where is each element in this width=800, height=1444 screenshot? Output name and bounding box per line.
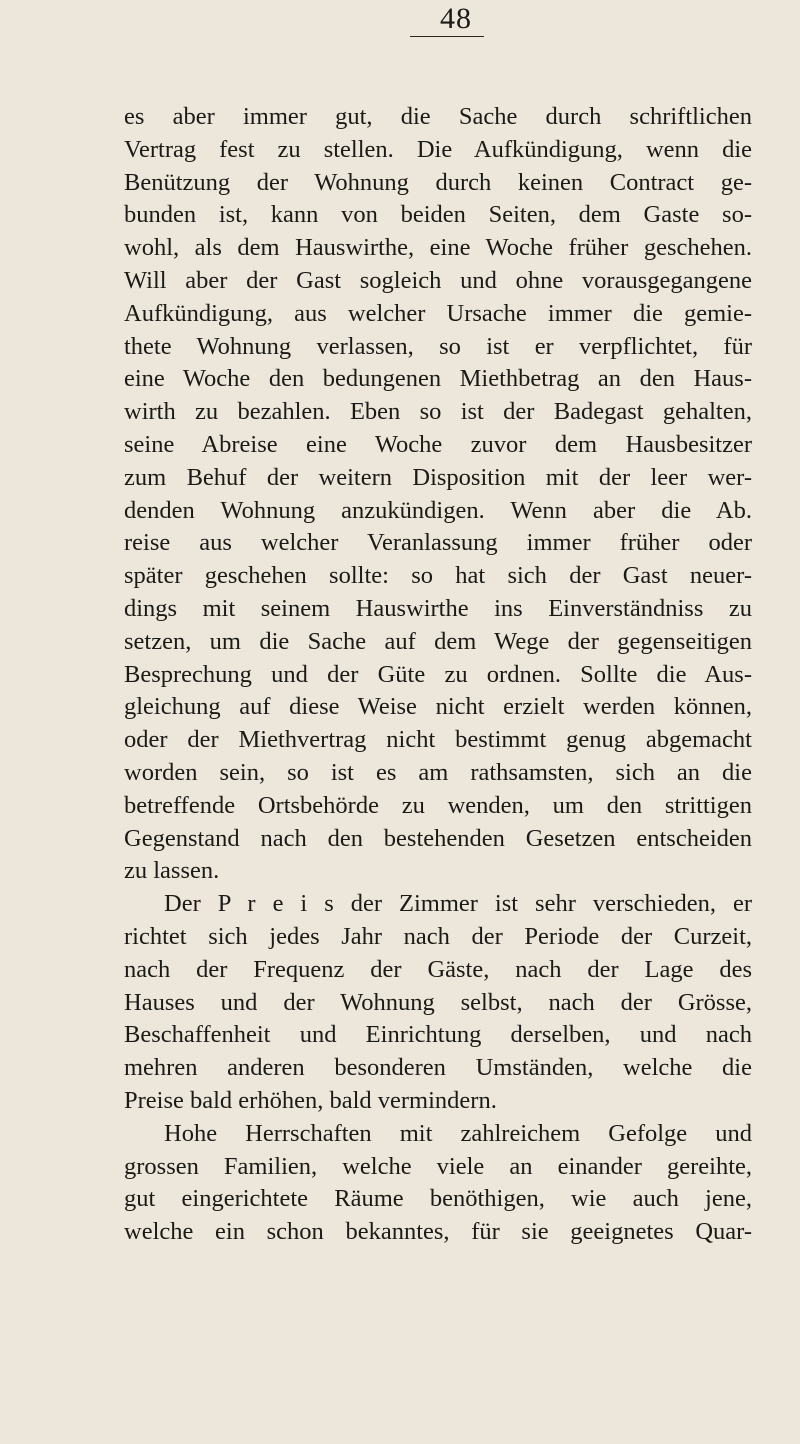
text-line: wohl, als dem Hauswirthe, eine Woche früher geschehen.: [124, 234, 752, 262]
text-line: zu lassen.: [124, 857, 220, 885]
body-text: [124, 101, 752, 1249]
text-line: oder der Miethvertrag nicht bestimmt genug abgemacht: [124, 726, 752, 754]
text-line: es aber immer gut, die Sache durch schriftlichen: [124, 103, 752, 130]
text-line: welche ein schon bekanntes, für sie geeignetes Quar-: [124, 1218, 752, 1246]
text-line: grossen Familien, welche viele an einander gereihte,: [124, 1152, 752, 1180]
text-line: wirth zu bezahlen. Eben so ist der Badegast gehalten,: [124, 398, 752, 426]
text-line: nach der Frequenz der Gäste, nach der Lage des: [124, 955, 752, 983]
text-line: dings mit seinem Hauswirthe ins Einverständniss zu: [124, 594, 752, 622]
page-number-rule: [410, 36, 484, 37]
text-line: richtet sich jedes Jahr nach der Periode der Curzeit,: [124, 922, 752, 950]
text-line: setzen, um die Sache auf dem Wege der gegenseitigen: [124, 627, 752, 655]
text-line: bunden ist, kann von beiden Seiten, dem Gaste so-: [124, 201, 752, 229]
text-line: mehren anderen besonderen Umständen, welche die: [124, 1054, 752, 1082]
text-line: Benützung der Wohnung durch keinen Contract ge-: [124, 168, 752, 196]
text-line: Vertrag fest zu stellen. Die Aufkündigung, wenn die: [124, 135, 752, 163]
text-line: Hauses und der Wohnung selbst, nach der Grösse,: [124, 988, 752, 1016]
text-line: denden Wohnung anzukündigen. Wenn aber die Ab.: [124, 496, 752, 524]
text-line: Besprechung und der Güte zu ordnen. Sollte die Aus-: [124, 660, 752, 688]
text-line: eine Woche den bedungenen Miethbetrag an den Haus-: [124, 365, 752, 393]
text-line: thete Wohnung verlassen, so ist er verpflichtet, für: [124, 332, 752, 360]
text-line: worden sein, so ist es am rathsamsten, sich an die: [124, 758, 752, 786]
text-line: Hohe Herrschaften mit zahlreichem Gefolge und: [164, 1119, 752, 1147]
text-line: seine Abreise eine Woche zuvor dem Hausbesitzer: [124, 430, 752, 458]
text-line: zum Behuf der weitern Disposition mit der leer wer-: [124, 463, 752, 491]
text-line: Will aber der Gast sogleich und ohne vorausgegangene: [124, 266, 752, 294]
text-line: Gegenstand nach den bestehenden Gesetzen entscheiden: [124, 824, 752, 852]
text-line: betreffende Ortsbehörde zu wenden, um den strittigen: [124, 791, 752, 819]
text-line: gut eingerichtete Räume benöthigen, wie auch jene,: [124, 1185, 752, 1213]
text-line: später geschehen sollte: so hat sich der Gast neuer-: [124, 562, 752, 590]
text-line: Der P r e i s der Zimmer ist sehr verschieden, er: [164, 890, 752, 918]
text-line: reise aus welcher Veranlassung immer früher oder: [124, 529, 752, 557]
text-line: Preise bald erhöhen, bald vermindern.: [124, 1086, 497, 1114]
text-line: Aufkündigung, aus welcher Ursache immer die gemie-: [124, 299, 752, 327]
text-line: Beschaffenheit und Einrichtung derselben, und nach: [124, 1021, 752, 1049]
text-line: gleichung auf diese Weise nicht erzielt werden können,: [124, 693, 752, 721]
page-number: 48: [440, 2, 472, 35]
